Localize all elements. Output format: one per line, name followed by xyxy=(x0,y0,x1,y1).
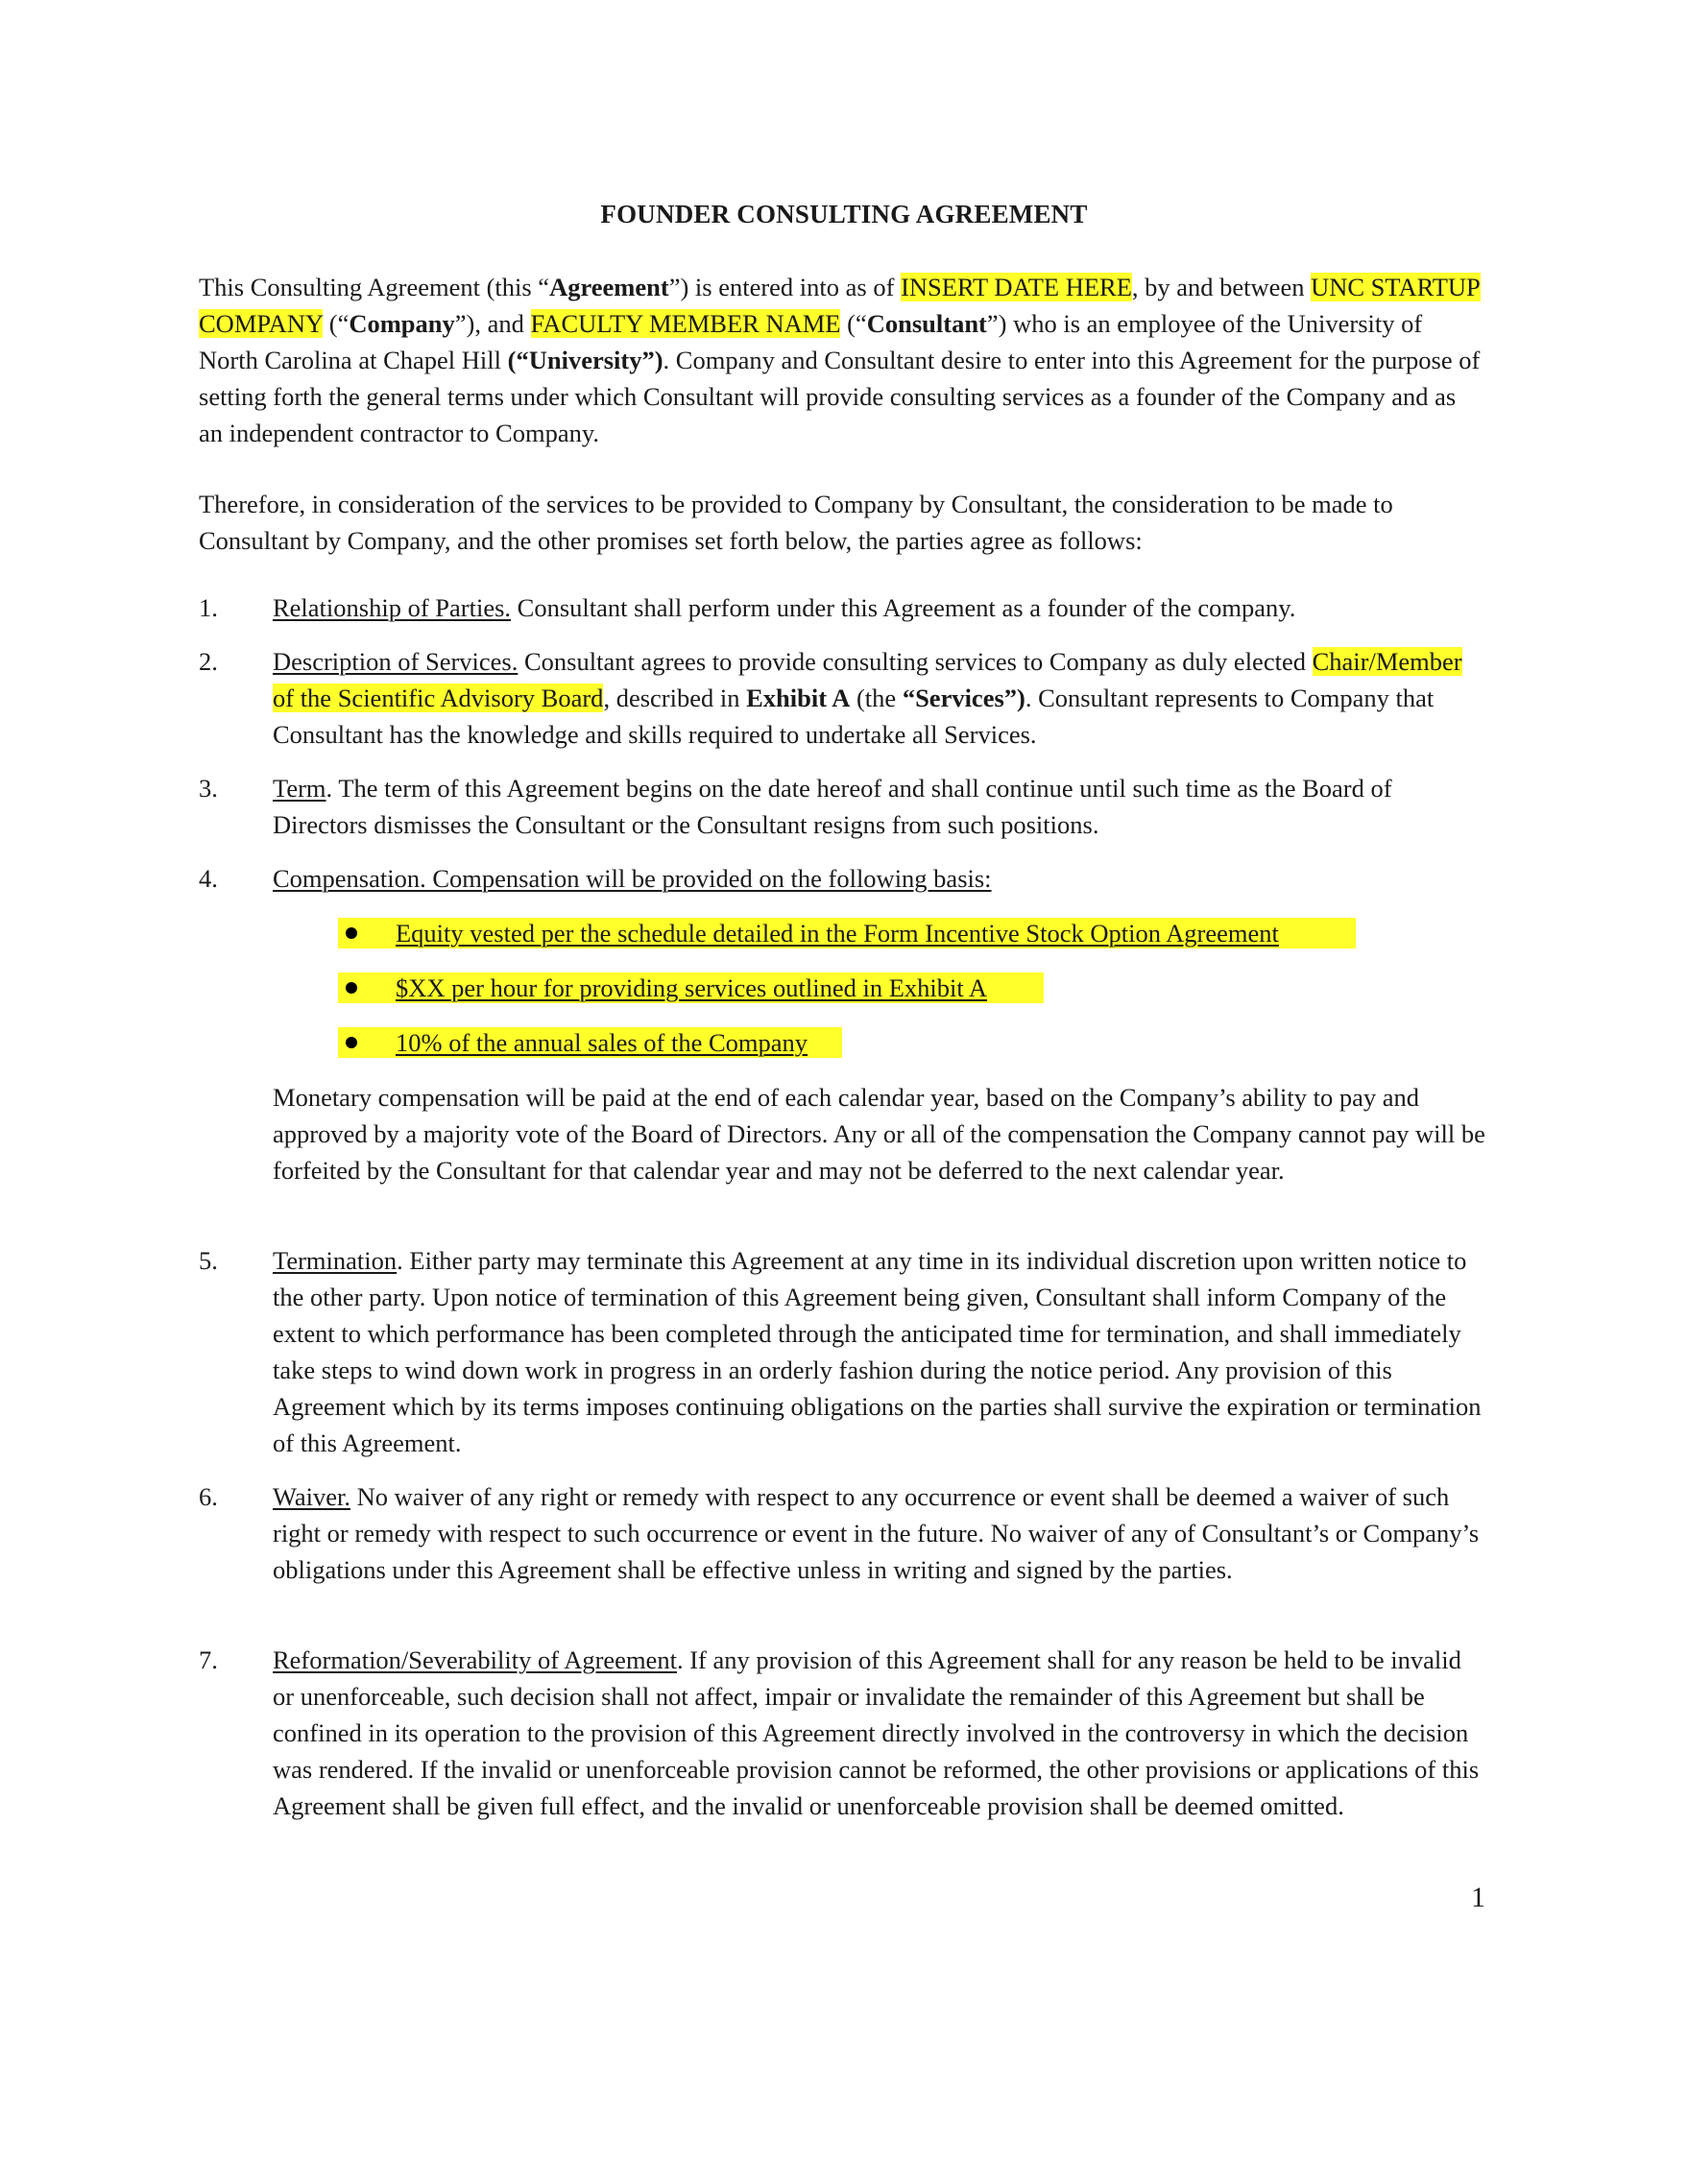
bullet-text: 10% of the annual sales of the Company xyxy=(396,1028,808,1057)
bullet-dot-icon xyxy=(346,927,357,939)
page-number: 1 xyxy=(1471,1882,1485,1913)
section-number: 6. xyxy=(199,1482,218,1511)
section-heading: Termination xyxy=(273,1246,398,1275)
section-body: Consultant shall perform under this Agreement as a founder of the company. xyxy=(511,593,1296,622)
section-body-4: . Consultant represents to Company that Consultant has the knowledge and skills required to undertake all Services. xyxy=(273,684,1435,749)
term-agreement: Agreement xyxy=(549,273,669,301)
section-2 xyxy=(199,643,1485,753)
section-body: No waiver of any right or remedy with respect to any occurrence or event shall be deemed a waiver of such right or remedy with respect to such occurrence or event in the future. No waiver of any of Consultant’s or Company’s obligations under this Agreement shall be effective unless in writing and signed by the parties. xyxy=(273,1482,1480,1584)
bullet-dot-icon xyxy=(346,982,357,994)
intro-paragraph xyxy=(199,269,1485,451)
section-number: 4. xyxy=(199,864,218,893)
section-3 xyxy=(199,770,1485,843)
section-body-1: Consultant agrees to provide consulting services to Company as duly elected xyxy=(518,647,1313,676)
section-heading: Term xyxy=(273,774,326,803)
section-number: 2. xyxy=(199,647,218,676)
section-5 xyxy=(199,1242,1485,1461)
placeholder-faculty: FACULTY MEMBER NAME xyxy=(530,309,841,338)
bullet-dot-icon xyxy=(346,1037,357,1048)
compensation-note: Monetary compensation will be paid at the end of each calendar year, based on the Company’s ability to pay and approved by a majority vote of the Board of Directors. Any or all of the compensation the Company cannot pay will be forfeited by the Consultant for that calendar year and may not be deferred to the next calendar year. xyxy=(273,1083,1485,1185)
section-7 xyxy=(199,1642,1485,1824)
section-heading: Relationship of Parties. xyxy=(273,593,512,622)
section-body: . The term of this Agreement begins on the date hereof and shall continue until such time as the Board of Directors dismisses the Consultant or the Consultant resigns from such positions. xyxy=(273,774,1392,839)
section-body-3: (the xyxy=(850,684,903,712)
section-6 xyxy=(199,1478,1485,1588)
document-title: FOUNDER CONSULTING AGREEMENT xyxy=(600,200,1088,228)
intro-text-4: (“ xyxy=(323,309,350,338)
term-services: “Services”) xyxy=(902,684,1025,712)
section-body: . If any provision of this Agreement shall for any reason be held to be invalid or unenforceable, such decision shall not affect, impair or invalidate the remainder of this Agreement but shall be confined in its operation to the provision of this Agreement directly involved in the controversy in which the decision was rendered. If the invalid or unenforceable provision cannot be reformed, the other provisions or applications of this Agreement shall be given full effect, and the invalid or unenforceable provision shall be deemed omitted. xyxy=(273,1645,1480,1820)
section-number: 3. xyxy=(199,774,218,803)
intro-text-2: ”) is entered into as of xyxy=(668,273,902,301)
term-exhibit-a: Exhibit A xyxy=(746,684,851,712)
section-body-2: , described in xyxy=(603,684,747,712)
section-heading: Waiver. xyxy=(273,1482,351,1511)
section-heading: Description of Services. xyxy=(273,647,518,676)
section-heading: Reformation/Severability of Agreement xyxy=(273,1645,677,1674)
therefore-paragraph: Therefore, in consideration of the services to be provided to Company by Consultant, the consideration to be made to Consultant by Company, and the other promises set forth below, the parties agree as follows: xyxy=(199,490,1393,555)
section-number: 1. xyxy=(199,593,218,622)
section-number: 5. xyxy=(199,1246,218,1275)
bullet-text: $XX per hour for providing services outlined in Exhibit A xyxy=(396,973,988,1002)
term-university: (“University”) xyxy=(507,346,663,374)
intro-text-7: ”) who is an employee of the University of North Carolina at Chapel Hill xyxy=(199,309,1423,374)
section-body: . Either party may terminate this Agreement at any time in its individual discretion upon written notice to the other party. Upon notice of termination of this Agreement being given, Consultant shall inform Company of the extent to which performance has been completed through the anticipated time for termination, and shall immediately take steps to wind down work in progress in an orderly fashion during the notice period. Any provision of this Agreement which by its terms imposes continuing obligations on the parties shall survive the expiration or termination of this Agreement. xyxy=(273,1246,1482,1457)
section-number: 7. xyxy=(199,1645,218,1674)
intro-text-3: , by and between xyxy=(1131,273,1312,301)
intro-text-8: . Company and Consultant desire to enter into this Agreement for the purpose of setting forth the general terms under which Consultant will provide consulting services as a founder of the Company and as an independent contractor to Company. xyxy=(199,346,1481,447)
section-heading: Compensation. Compensation will be provided on the following basis: xyxy=(273,864,992,893)
intro-text-6: (“ xyxy=(840,309,867,338)
placeholder-role: Chair/Member of the Scientific Advisory Board xyxy=(273,647,1462,712)
placeholder-date: INSERT DATE HERE xyxy=(901,273,1132,301)
term-company: Company xyxy=(349,309,455,338)
section-1 xyxy=(199,589,1485,626)
placeholder-company: UNC STARTUP COMPANY xyxy=(199,273,1481,338)
intro-text-5: ”), and xyxy=(454,309,531,338)
term-consultant: Consultant xyxy=(866,309,987,338)
section-4 xyxy=(199,860,1485,897)
bullet-text: Equity vested per the schedule detailed in the Form Incentive Stock Option Agreement xyxy=(396,919,1279,948)
intro-text-1: This Consulting Agreement (this “ xyxy=(199,273,550,301)
